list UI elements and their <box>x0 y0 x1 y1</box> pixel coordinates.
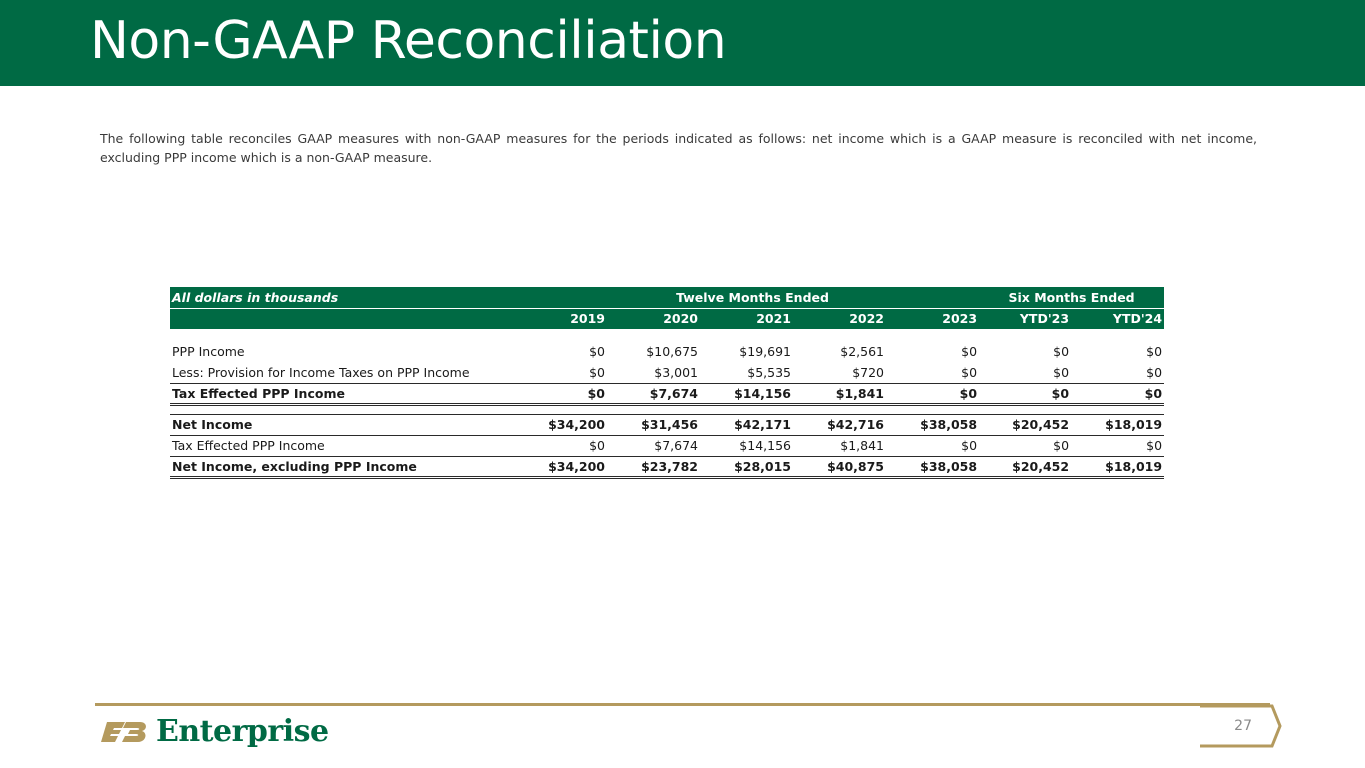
cell-value: $18,019 <box>1071 456 1164 477</box>
logo-wordmark: Enterprise <box>156 714 329 749</box>
page-number: 27 <box>1234 718 1252 734</box>
cell-value: $0 <box>886 383 979 404</box>
cell-value: $0 <box>886 435 979 456</box>
table-row <box>170 414 1164 435</box>
title-bar <box>0 0 1365 86</box>
table-row <box>170 362 1164 383</box>
cell-value: $720 <box>793 362 886 383</box>
page-title: Non-GAAP Reconciliation <box>90 11 727 71</box>
cell-value: $14,156 <box>700 383 793 404</box>
cell-value: $7,674 <box>607 383 700 404</box>
cell-value: $40,875 <box>793 456 886 477</box>
row-label: Less: Provision for Income Taxes on PPP Income <box>170 362 526 383</box>
cell-value: $42,171 <box>700 414 793 435</box>
cell-value: $0 <box>979 435 1071 456</box>
row-label: Net Income <box>170 414 526 435</box>
row-label: Tax Effected PPP Income <box>170 383 526 404</box>
cell-value: $0 <box>979 383 1071 404</box>
cell-value: $42,716 <box>793 414 886 435</box>
cell-value: $23,782 <box>607 456 700 477</box>
table-group-header <box>170 287 1164 308</box>
cell-value: $20,452 <box>979 414 1071 435</box>
reconciliation-table <box>170 287 1164 479</box>
cell-value: $2,561 <box>840 344 884 359</box>
table-row-total <box>170 383 1164 404</box>
cell-value: $5,535 <box>700 362 793 383</box>
column-header: YTD'23 <box>979 308 1071 329</box>
cell-value: $20,452 <box>979 456 1071 477</box>
row-label: Net Income, excluding PPP Income <box>170 456 526 477</box>
table-column-header <box>170 308 1164 329</box>
units-label: All dollars in thousands <box>170 287 526 308</box>
row-label: Tax Effected PPP Income <box>170 435 526 456</box>
table-row-total <box>170 456 1164 477</box>
column-header: 2022 <box>793 308 886 329</box>
column-header: 2023 <box>886 308 979 329</box>
column-header: 2021 <box>700 308 793 329</box>
column-header: YTD'24 <box>1071 308 1164 329</box>
company-logo <box>100 712 329 752</box>
cell-value: $0 <box>886 362 979 383</box>
cell-value: $0 <box>526 435 607 456</box>
intro-paragraph: The following table reconciles GAAP measures with non-GAAP measures for the periods indicated as follows: net income which is a GAAP measure is reconciled with net income, excluding PPP income which is a non-GAAP measure. <box>100 131 1257 165</box>
cell-value: $38,058 <box>886 414 979 435</box>
table-row <box>170 341 1164 362</box>
enterprise-logo-icon <box>100 716 150 748</box>
cell-value: $0 <box>589 344 605 359</box>
cell-value: $1,841 <box>793 383 886 404</box>
cell-value: $34,200 <box>526 414 607 435</box>
cell-value: $34,200 <box>526 456 607 477</box>
cell-value: $0 <box>1071 383 1164 404</box>
cell-value: $19,691 <box>739 344 791 359</box>
cell-value: $7,674 <box>607 435 700 456</box>
group-six-months: Six Months Ended <box>979 287 1164 308</box>
column-header: 2019 <box>526 308 607 329</box>
cell-value: $10,675 <box>646 344 698 359</box>
cell-value: $0 <box>1071 435 1164 456</box>
cell-value: $1,841 <box>793 435 886 456</box>
group-twelve-months: Twelve Months Ended <box>526 287 979 308</box>
cell-value: $0 <box>961 344 978 359</box>
cell-value: $18,019 <box>1071 414 1164 435</box>
table-row <box>170 435 1164 456</box>
column-header: 2020 <box>607 308 700 329</box>
cell-value: $38,058 <box>886 456 979 477</box>
footer-divider <box>95 703 1270 706</box>
row-label: PPP Income <box>172 344 245 359</box>
cell-value: $0 <box>526 383 607 404</box>
cell-value: $14,156 <box>700 435 793 456</box>
cell-value: $3,001 <box>607 362 700 383</box>
cell-value: $0 <box>1053 344 1070 359</box>
column-header-blank <box>170 308 526 329</box>
cell-value: $0 <box>1071 362 1164 383</box>
cell-value: $0 <box>526 362 607 383</box>
cell-value: $0 <box>1146 344 1163 359</box>
cell-value: $31,456 <box>607 414 700 435</box>
cell-value: $28,015 <box>700 456 793 477</box>
cell-value: $0 <box>979 362 1071 383</box>
